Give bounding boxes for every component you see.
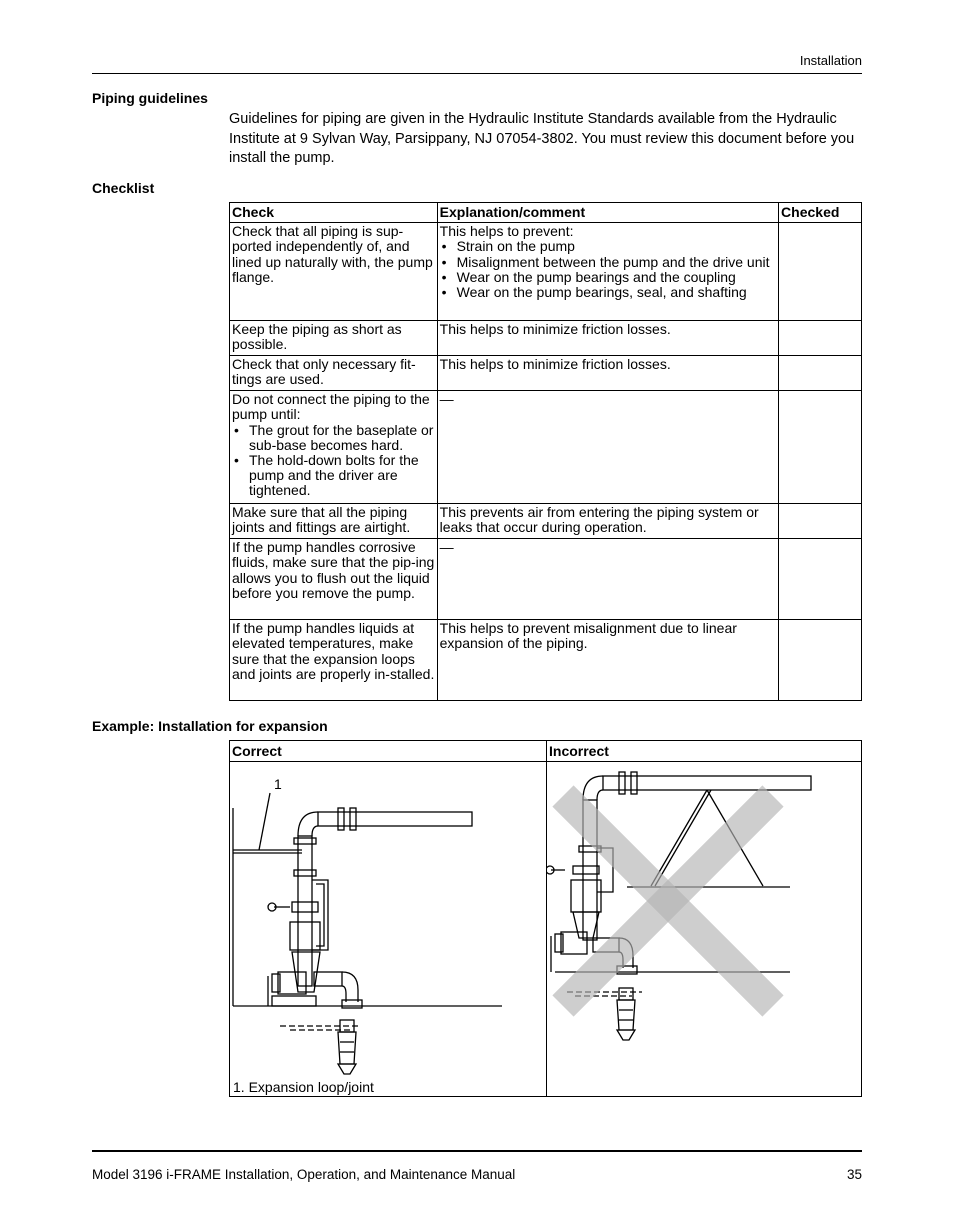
check-cell: Check that only necessary fit-tings are used. (230, 356, 438, 391)
correct-header: Correct (230, 741, 546, 762)
col-header-checked: Checked (779, 203, 862, 223)
example-table (229, 740, 862, 1097)
explanation-cell (437, 223, 778, 321)
table-row (230, 504, 862, 539)
example-heading: Example: Installation for expansion (92, 718, 328, 734)
table-row (230, 356, 862, 391)
table-row (230, 321, 862, 356)
check-cell: Keep the piping as short as possible. (230, 321, 438, 356)
bullet-item: • Misalignment between the pump and the drive unit (440, 255, 776, 270)
table-header-row (230, 203, 862, 223)
checked-cell[interactable] (779, 391, 862, 504)
callout-number: 1 (274, 776, 282, 792)
checklist-heading: Checklist (92, 180, 155, 196)
table-row (230, 391, 862, 504)
checked-cell[interactable] (779, 356, 862, 391)
footer-rule (92, 1150, 862, 1152)
header-rule (92, 73, 862, 74)
explanation-cell: This helps to minimize friction losses. (437, 356, 778, 391)
checked-cell[interactable] (779, 620, 862, 701)
explanation-cell: This helps to prevent misalignment due to linear expansion of the piping. (437, 620, 778, 701)
check-cell: Make sure that all the piping joints and fittings are airtight. (230, 504, 438, 539)
check-cell: If the pump handles corrosive fluids, make sure that the pip-ing allows you to flush out the liquid before you remove the pump. (230, 539, 438, 620)
checked-cell[interactable] (779, 223, 862, 321)
piping-heading: Piping guidelines (92, 90, 208, 106)
explanation-cell: This prevents air from entering the piping system or leaks that occur during operation. (437, 504, 778, 539)
incorrect-header: Incorrect (547, 741, 861, 762)
correct-installation-illustration (230, 762, 546, 1098)
bullet-item: • Wear on the pump bearings and the coupling (440, 270, 776, 285)
bullet-item: • The hold-down bolts for the pump and the driver are tightened. (232, 453, 435, 499)
checked-cell[interactable] (779, 504, 862, 539)
incorrect-installation-illustration (547, 762, 862, 1098)
check-cell: Check that all piping is sup-ported independently of, and lined up naturally with, the pump flange. (230, 223, 438, 321)
checklist-table (229, 202, 862, 701)
table-row (230, 620, 862, 701)
checked-cell[interactable] (779, 539, 862, 620)
bullet-item: • The grout for the baseplate or sub-base becomes hard. (232, 423, 435, 453)
col-header-explanation: Explanation/comment (437, 203, 778, 223)
footer-manual-title: Model 3196 i-FRAME Installation, Operation, and Maintenance Manual (92, 1167, 516, 1182)
check-cell: If the pump handles liquids at elevated temperatures, make sure that the expansion loops and joints are properly in-stalled. (230, 620, 438, 701)
table-row (230, 539, 862, 620)
explanation-cell: This helps to minimize friction losses. (437, 321, 778, 356)
correct-column (230, 741, 547, 1096)
running-header: Installation (799, 53, 862, 68)
page-number: 35 (846, 1167, 862, 1182)
check-cell (230, 391, 438, 504)
bullet-item: • Strain on the pump (440, 239, 776, 254)
explanation-cell: — (437, 391, 778, 504)
piping-paragraph: Guidelines for piping are given in the Hydraulic Institute Standards available from the Hydraulic Institute at 9 Sylvan Way, Parsippany, NJ 07054-3802. You must review this document before you install the pump. (229, 111, 855, 166)
legend-expansion-loop: 1. Expansion loop/joint (233, 1079, 374, 1095)
explanation-cell: — (437, 539, 778, 620)
checked-cell[interactable] (779, 321, 862, 356)
check-text: Do not connect the piping to the pump until: (232, 391, 430, 423)
col-header-check: Check (230, 203, 438, 223)
table-row (230, 223, 862, 321)
incorrect-column (547, 741, 861, 1096)
bullet-item: • Wear on the pump bearings, seal, and shafting (440, 285, 776, 300)
explanation-text: This helps to prevent: (439, 223, 574, 240)
